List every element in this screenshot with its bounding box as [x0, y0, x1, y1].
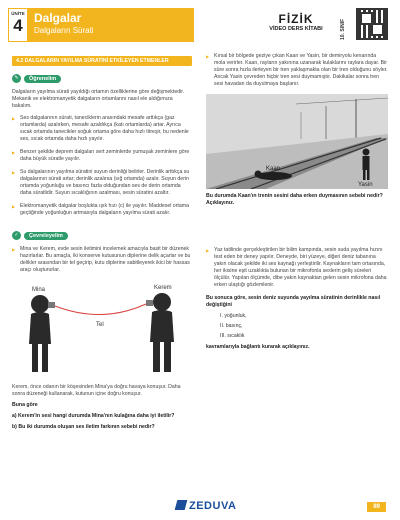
unit-number: 4 [13, 16, 23, 35]
bullet-item: ▶ Su dalgalarının yayılma süratini suyun derinliği belirler. Derinlik arttıkça su dalgalarının sürati artar; derinlik azalırsa (sığ ortamda) azalır. Suyun derin ortamda yoğunluğu ve basıncı fazla olduğundan ses de derin ortamda daha süratlidir. Suyun sıcaklığının azalması, sesin süratini azaltır. [12, 169, 192, 197]
kerem-body [150, 310, 174, 342]
right-paragraph-list [206, 53, 388, 88]
mina-label: Mina [32, 287, 46, 293]
kerem-can-icon [146, 300, 153, 306]
tin-can-phone-illustration [12, 280, 192, 380]
kerem-leg [164, 342, 171, 372]
apply-label: Çevreleyelim [24, 232, 68, 240]
intro-paragraph: Dalgaların yayılma sürati yayıldığı ortamın özelliklerine göre değişmektedir. Mekanik ve elektromanyetik dalgaların ortamlarını nasıl ele aldığımıza bakalım. [12, 89, 185, 109]
kerem-label: Kerem [154, 285, 172, 291]
mina-leg [42, 344, 48, 372]
yasin-label: Yasin [358, 182, 373, 188]
mina-leg [32, 344, 38, 372]
logo-mark-icon [175, 500, 188, 510]
yasin-leg [363, 170, 366, 180]
after-figure-paragraph: Kerem, önce odanın bir köşesinden Mina'ya doğru havaya konuşur. Daha sonra düzeneği kullanarak, kutunun içine doğru konuşur. [12, 384, 181, 397]
bullet-list [12, 115, 192, 217]
section-title: 4.2 DALGALARIN YAYILMA SÜRATİNİ ETKİLEYEN ETMENLER [12, 56, 192, 66]
left-column [12, 56, 192, 431]
page-number: 89 [367, 502, 386, 512]
experiment-question-end: kavramlarıyla bağlantı kurarak açıklayınız. [206, 344, 310, 350]
right-column [206, 48, 388, 351]
unit-label: ÜNİTE [11, 11, 25, 16]
bullet-item: ▶ Ses dalgalarının sürati, taneciklerin arasındaki mesafe arttıkça (gaz ortamlarda) azalırken, mesafe azaldıkça (katı ortamlarda) artar. Ayrıca sıcak ortamda tanecikler soğuk ortama göre daha hızlı titreşir, bu nedenle ses, sıcak ortamda daha hızlı yayılır. [12, 115, 192, 143]
yasin-leg [367, 170, 370, 180]
option-item: I. yoğunluk, [220, 313, 247, 319]
string-label: Tel [96, 322, 104, 328]
kaan-label: Kaan [266, 166, 281, 172]
learn-pill [12, 74, 61, 83]
qr-code-icon[interactable] [356, 8, 388, 40]
experiment-list [206, 247, 388, 289]
kaan-head [255, 171, 262, 178]
question-b: b) Bu iki durumda oluşan ses iletim farkının sebebi nedir? [12, 424, 155, 430]
learn-icon: ✎ [12, 74, 21, 83]
learn-label: Öğrenelim [24, 75, 61, 83]
kerem-leg [153, 342, 160, 372]
apply-list [12, 246, 192, 274]
railway-illustration [206, 94, 388, 189]
experiment-paragraph: ▶ Yaz tatilinde gerçekleştirilen bir bilim kampında, sesin suda yayılma hızını test eden bir deney yapılır. Deneyde, biri yüzeye, diğeri deniz tabanına yakın olacak şekilde iki ses kaynağı yerleştirilir. Kaynakların tam ortasında, her ikisine eşit uzaklıkta bulunan bir mikrofonla seslerin geliş süreleri ölçülür. Yapılan ölçümde, dibe yakın kaynaktan gelen sesin mikrofona daha erken ulaştığı gözlemlenir. [206, 247, 388, 289]
option-item: II. basınç, [220, 323, 243, 329]
brand-header [248, 8, 388, 42]
question-a: a) Kerem'in sesi hangi durumda Mina'nın kulağına daha iyi iletilir? [12, 413, 175, 419]
apply-paragraph: ▶ Mina ve Kerem, evde sesin iletimini incelemek amacıyla basit bir düzenek hazırlarlar. Bu amaçla, iki konserve kutusunun diplerine delik açarlar ve bu delikler arasından bir tel geçirip, kutu diplerine sabitleyerek ikici bir hassas araçı oluştururlar. [12, 246, 192, 274]
kerem-head [153, 293, 171, 311]
page-title: Dalgalar [34, 11, 82, 25]
unit-badge [8, 8, 28, 42]
mina-body [29, 312, 51, 344]
publisher-name: ZEDUVA [189, 500, 237, 512]
mina-head [31, 295, 49, 313]
yasin-body [363, 156, 370, 170]
option-item: III. sıcaklık [220, 333, 245, 339]
question-intro: Buna göre [12, 402, 38, 408]
page-footer [0, 496, 400, 520]
mina-can-icon [48, 302, 55, 308]
apply-pill [12, 231, 68, 240]
bullet-item: ▶ Benzer şekilde deprem dalgaları sert zeminlerde yumuşak zeminlere göre daha büyük süratle yayılır. [12, 149, 192, 163]
railway-paragraph: ▶ Kırsal bir bölgede geziye çıkan Kaan ve Yasin, bir demiryolu kenarında mola verirler. Kaan, rayların yakınına uzanarak kulaklarını raylara dayar. Bir süre sonra hızla ilerleyen bir tren yaklaşmakta olan bir tren olduğunu söyler. Ancak Yasin çevreden hiçbir tren sesi duymamıştır. Dakikalar sonra tren sesi havadan da duyulmaya başlanır. [206, 53, 388, 88]
brand-block [256, 12, 336, 32]
experiment-question-lead: Bu sonuca göre, sesin deniz suyunda yayılma süratinin derinlikle nasıl değiştiğini [206, 295, 381, 308]
unit-header [8, 8, 194, 42]
apply-icon: ✓ [12, 231, 21, 240]
yasin-head [363, 149, 370, 156]
option-list [206, 312, 388, 340]
page-subtitle: Dalgaların Sürati [34, 26, 94, 35]
tin-can-phone-svg [12, 280, 192, 380]
brand-subtitle: VİDEO DERS KİTABI [269, 26, 323, 32]
railway-question: Bu durumda Kaan'ın trenin sesini daha erken duymasının sebebi nedir? Açıklayınız. [206, 193, 383, 206]
railway-svg [206, 94, 388, 189]
brand-title: FİZİK [278, 12, 314, 26]
title-band [28, 8, 194, 42]
bullet-item: ▶ Elektromanyetik dalgalar boşlukta ışık hızı (c) ile yayılır. Maddesel ortama geçtiğinde yoğunluğun artmasıyla dalgaların yayılma sürati azalır. [12, 203, 192, 217]
string-line [55, 304, 146, 315]
publisher-logo [176, 500, 236, 512]
grade-label: 10. SINIF [340, 18, 346, 40]
